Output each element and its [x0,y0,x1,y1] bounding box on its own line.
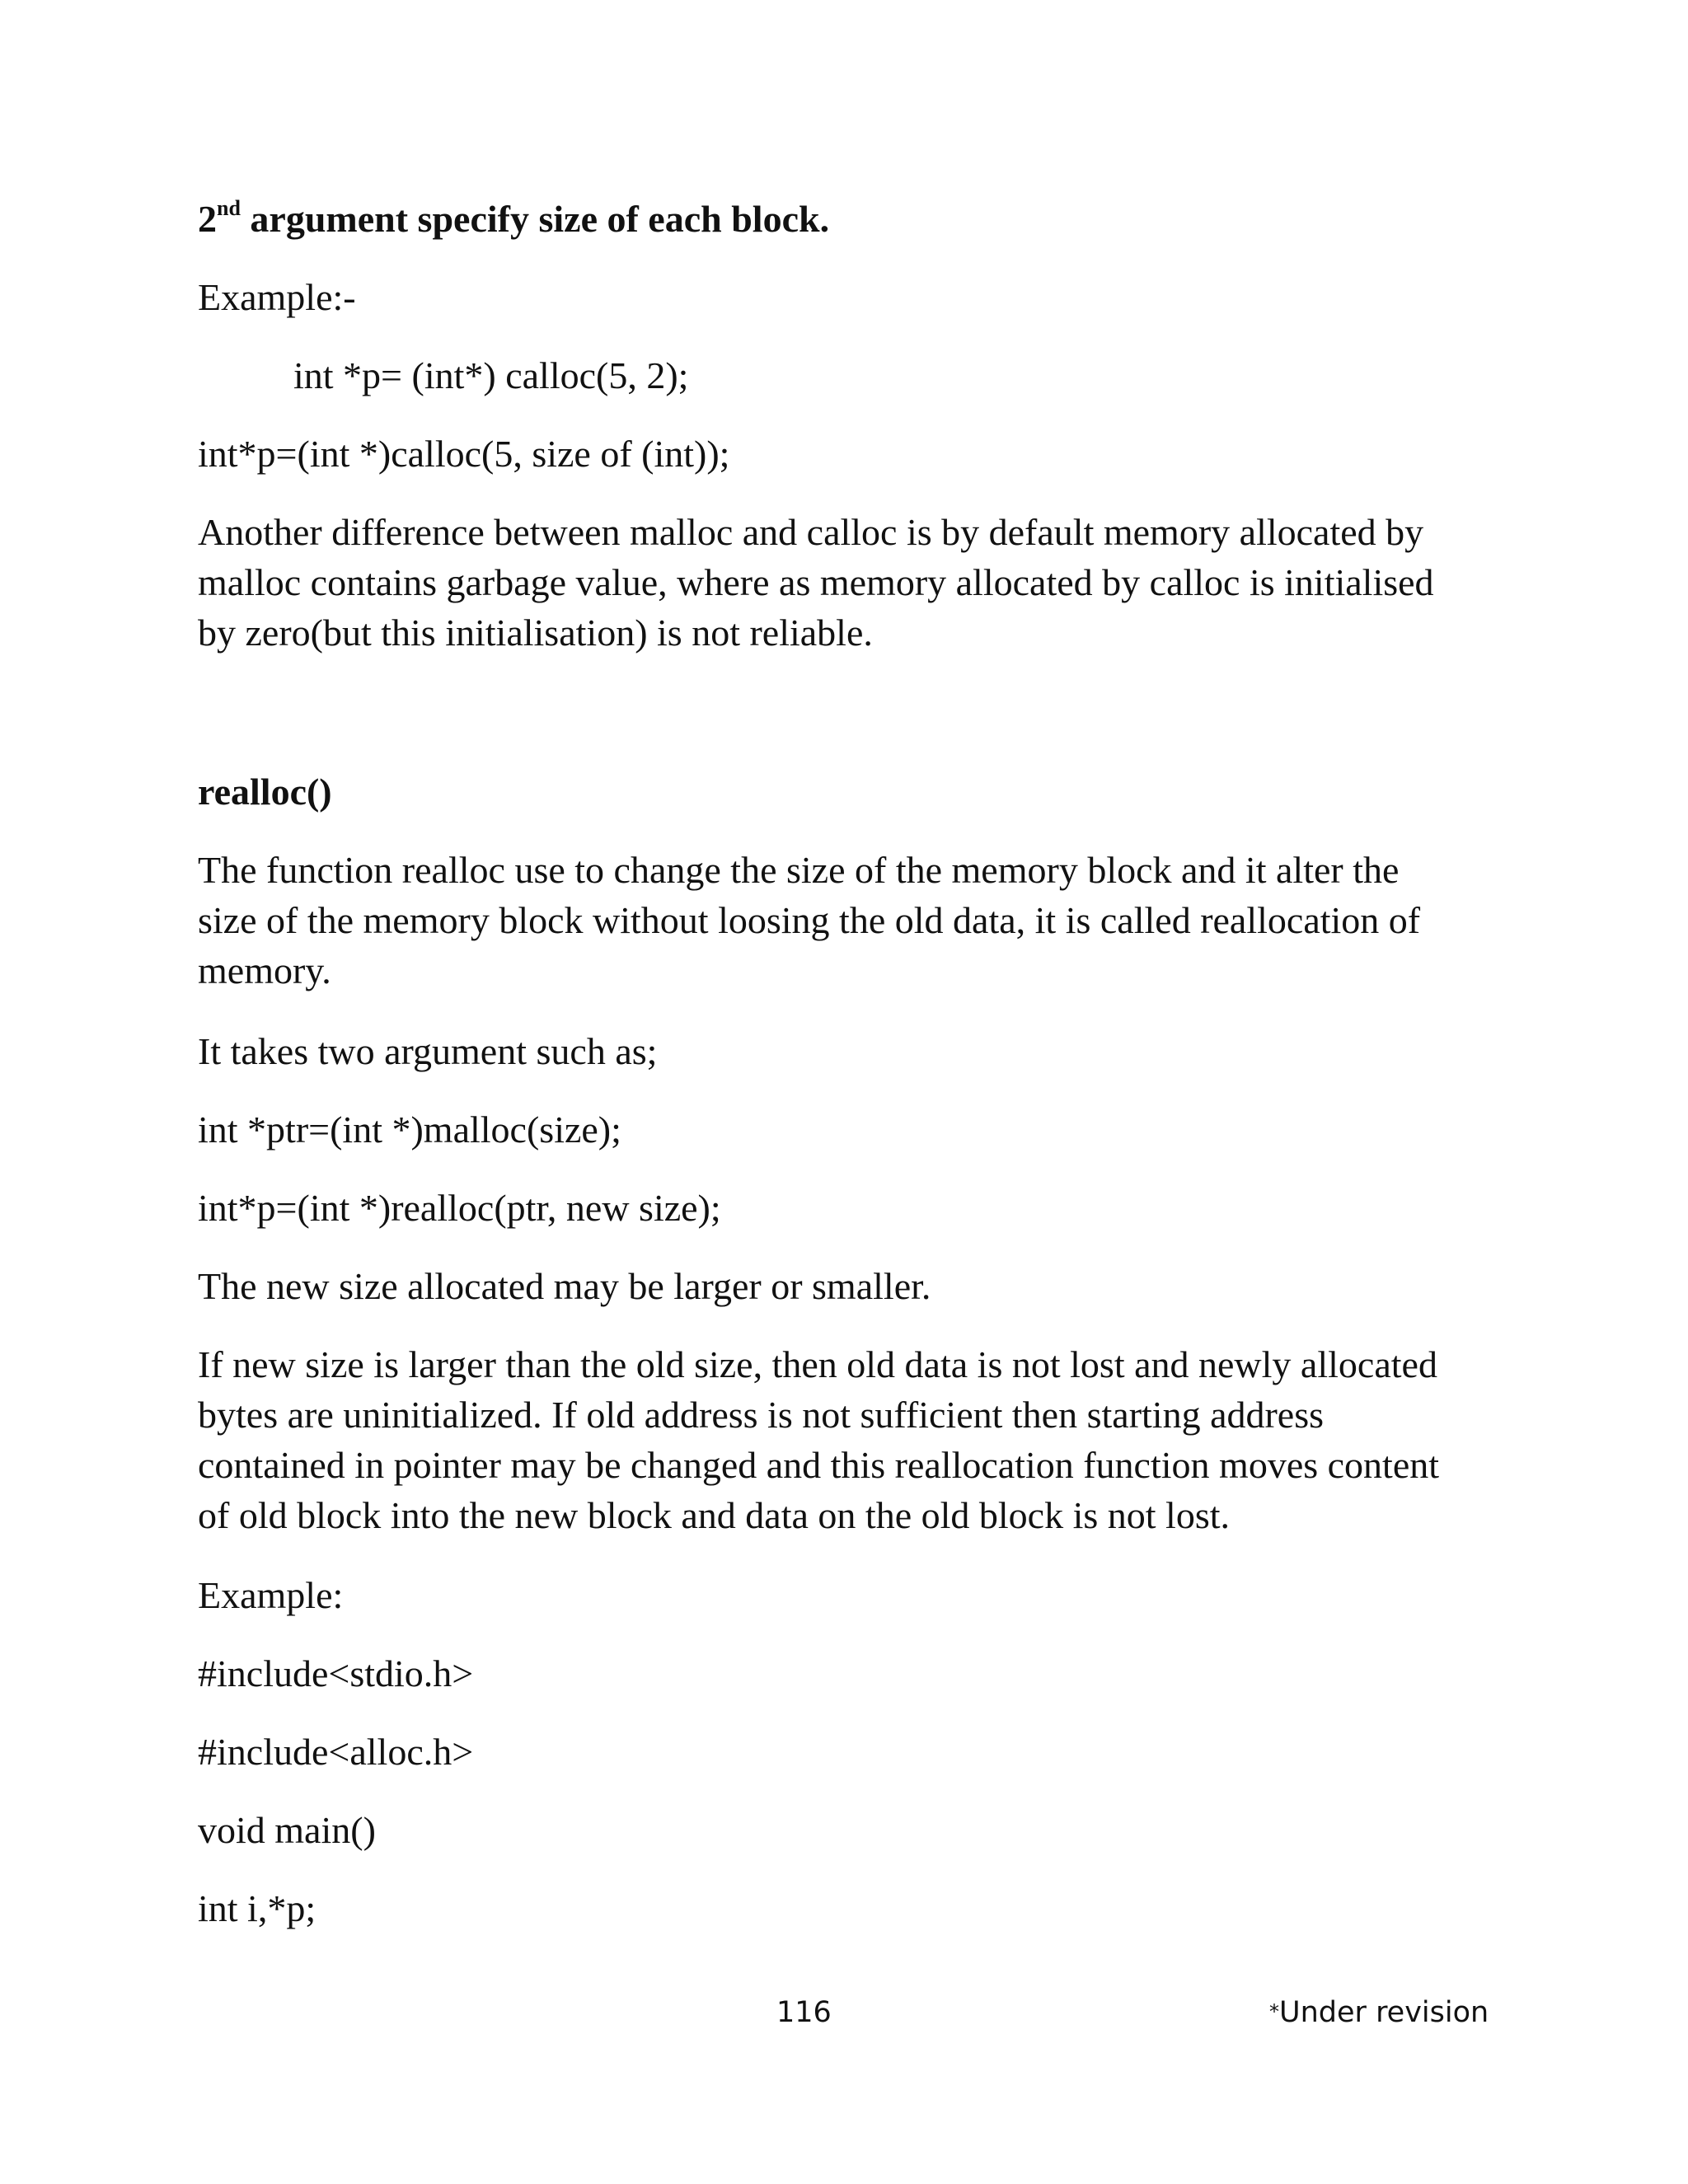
code-realloc-line: int*p=(int *)realloc(ptr, new size); [198,1187,721,1229]
heading-ordinal-number: 2 [198,198,217,240]
paragraph-line: The function realloc use to change the size of the memory block and it alter the [198,849,1400,891]
paragraph-line: If new size is larger than the old size, then old data is not lost and newly allocated [198,1343,1437,1385]
realloc-heading: realloc() [198,771,332,813]
code-int-declaration: int i,*p; [198,1887,316,1929]
paragraph-malloc-calloc-difference [198,507,1434,658]
example-label-1: Example:- [198,276,356,318]
paragraph-line: by zero(but this initialisation) is not reliable. [198,612,873,654]
revision-star: * [1269,2000,1279,2023]
paragraph-line: contained in pointer may be changed and this reallocation function moves content [198,1444,1440,1486]
code-include-alloc: #include<alloc.h> [198,1731,474,1773]
code-calloc-line-2: int*p=(int *)calloc(5, size of (int)); [198,433,730,475]
args-text: It takes two argument such as; [198,1030,658,1072]
paragraph-line: of old block into the new block and data on the old block is not lost. [198,1494,1231,1536]
code-malloc-line: int *ptr=(int *)malloc(size); [198,1108,621,1151]
code-include-stdio: #include<stdio.h> [198,1652,474,1694]
code-calloc-line-1: int *p= (int*) calloc(5, 2); [293,354,689,396]
revision-text: Under revision [1279,1996,1489,2029]
paragraph-line: bytes are uninitialized. If old address is not sufficient then starting address [198,1394,1325,1436]
paragraph-line: Another difference between malloc and calloc is by default memory allocated by [198,511,1424,553]
revision-note [1269,1994,1489,2033]
page-number: 116 [776,1996,832,2029]
example-label-2: Example: [198,1574,344,1616]
paragraph-line: memory. [198,949,331,991]
paragraph-realloc-description [198,845,1420,996]
new-size-text: The new size allocated may be larger or smaller. [198,1265,931,1307]
code-void-main: void main() [198,1809,376,1851]
paragraph-line: malloc contains garbage value, where as memory allocated by calloc is initialised [198,561,1434,603]
paragraph-line: size of the memory block without loosing the old data, it is called reallocation of [198,899,1421,941]
heading-rest: argument specify size of each block. [240,198,830,240]
heading-ordinal-suffix: nd [217,196,241,220]
heading-argument-size [198,194,829,250]
paragraph-larger-size [198,1339,1439,1540]
